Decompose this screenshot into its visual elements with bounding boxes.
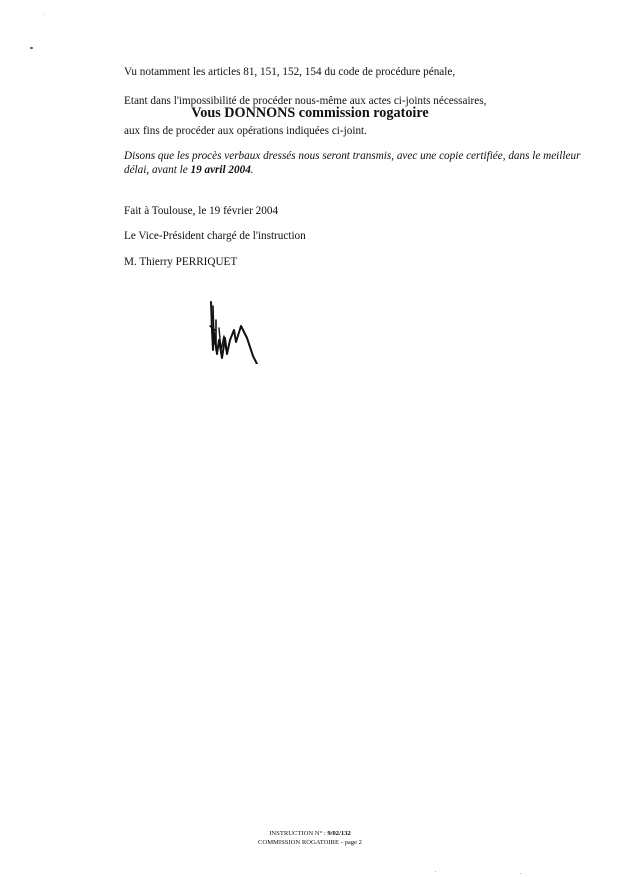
footer-commission-line bbox=[0, 838, 620, 847]
signatory-name: M. Thierry PERRIQUET bbox=[124, 256, 238, 268]
scan-speck bbox=[30, 47, 33, 49]
transmission-end: . bbox=[250, 164, 254, 176]
commission-heading: Vous DONNONS commission rogatoire bbox=[191, 105, 429, 121]
scan-speck bbox=[520, 873, 521, 874]
footer-instruction-number: 9/02/132 bbox=[327, 830, 351, 837]
paragraph-impossibility: Etant dans l'impossibilité de procéder nous-même aux actes ci-joints nécessaires, bbox=[124, 95, 487, 107]
footer-instruction-line bbox=[0, 829, 620, 838]
transmission-instruction bbox=[124, 149, 604, 177]
paragraph-purpose: aux fins de procéder aux opérations indiquées ci-joint. bbox=[124, 125, 367, 137]
deadline-date: 19 avril 2004 bbox=[190, 164, 251, 176]
transmission-text: Disons que les procès verbaux dressés nous seront transmis, avec une copie certifiée, dans le meilleur délai, avant le bbox=[124, 150, 581, 176]
scan-speck bbox=[435, 871, 436, 872]
footer-commission-label: COMMISSION ROGATOIRE bbox=[258, 839, 340, 846]
handwritten-signature bbox=[203, 300, 265, 364]
place-and-date: Fait à Toulouse, le 19 février 2004 bbox=[124, 205, 279, 217]
paragraph-articles: Vu notamment les articles 81, 151, 152, 154 du code de procédure pénale, bbox=[124, 66, 456, 78]
signatory-role: Le Vice-Président chargé de l'instruction bbox=[124, 230, 306, 242]
footer-instruction-label: INSTRUCTION N° : bbox=[269, 830, 328, 837]
footer-page-label: - page 2 bbox=[340, 839, 362, 846]
scan-speck bbox=[44, 14, 45, 15]
